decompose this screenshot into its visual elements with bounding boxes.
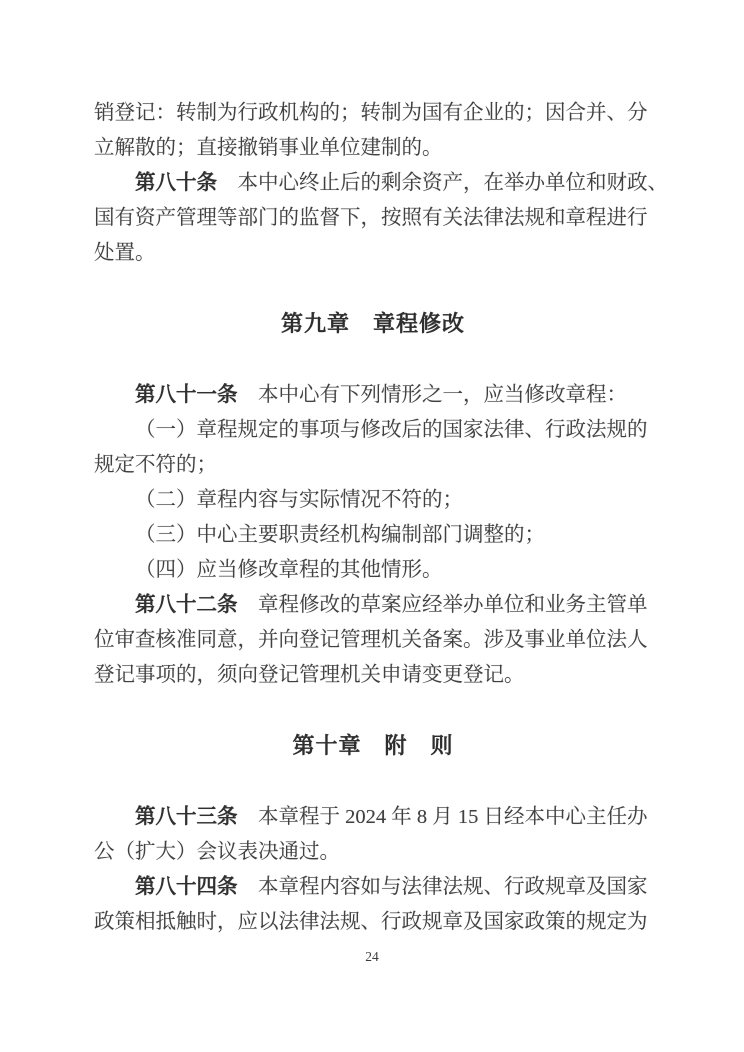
paragraph [94,588,652,693]
text-line [94,378,652,413]
body-text: 登记事项的，须向登记管理机关申请变更登记。 [94,664,525,686]
paragraph [94,553,652,588]
text-line [94,518,652,553]
text-line [94,623,652,658]
body-text: 政策相抵触时，应以法律法规、行政规章及国家政策的规定为 [94,911,648,933]
text-line [94,236,652,271]
body-text: 处置。 [94,242,156,264]
article-number: 第八十二条 [135,594,238,616]
body-text: 章程修改的草案应经举办单位和业务主管单 [237,594,648,616]
text-line [94,800,652,835]
article-number: 第八十三条 [135,806,238,828]
text-line [94,905,652,940]
article-number: 第八十一条 [135,384,238,406]
paragraph [94,166,668,271]
body-text: （一）章程规定的事项与修改后的国家法律、行政法规的 [135,419,648,441]
paragraph [94,378,652,413]
document-body [94,96,668,940]
text-line [94,588,652,623]
body-text: （三）中心主要职责经机构编制部门调整的； [135,524,545,546]
text-line [94,835,652,870]
text-line [94,166,668,201]
body-text: 位审查核准同意，并向登记管理机关备案。涉及事业单位法人 [94,629,648,651]
body-text: 本中心终止后的剩余资产，在举办单位和财政、 [217,172,668,194]
text-line [94,201,652,236]
body-text: 本章程内容如与法律法规、行政规章及国家 [237,876,648,898]
paragraph [94,413,652,483]
paragraph [94,800,652,870]
paragraph [94,870,652,940]
text-line [94,870,652,905]
body-text: 规定不符的； [94,454,217,476]
page-number: 24 [365,949,379,964]
body-text: 公（扩大）会议表决通过。 [94,841,340,863]
body-text: 本章程于 2024 年 8 月 15 日经本中心主任办 [237,806,648,828]
article-number: 第八十条 [135,172,217,194]
text-line [94,553,652,588]
body-text: 销登记：转制为行政机构的；转制为国有企业的；因合并、分 [94,102,648,124]
paragraph [94,96,652,166]
body-text: （四）应当修改章程的其他情形。 [135,559,443,581]
text-line [94,131,652,166]
paragraph [94,483,652,518]
chapter-heading: 第十章 附 则 [292,733,454,758]
chapter-heading: 第九章 章程修改 [280,311,465,336]
body-text: 国有资产管理等部门的监督下，按照有关法律法规和章程进行 [94,207,648,229]
body-text: 立解散的；直接撤销事业单位建制的。 [94,137,443,159]
text-line [94,483,652,518]
text-line [94,658,652,693]
body-text: 本中心有下列情形之一，应当修改章程： [237,384,627,406]
text-line [94,413,652,448]
body-text: （二）章程内容与实际情况不符的； [135,489,463,511]
article-number: 第八十四条 [135,876,238,898]
text-line [94,448,652,483]
text-line [94,96,652,131]
paragraph [94,518,652,553]
